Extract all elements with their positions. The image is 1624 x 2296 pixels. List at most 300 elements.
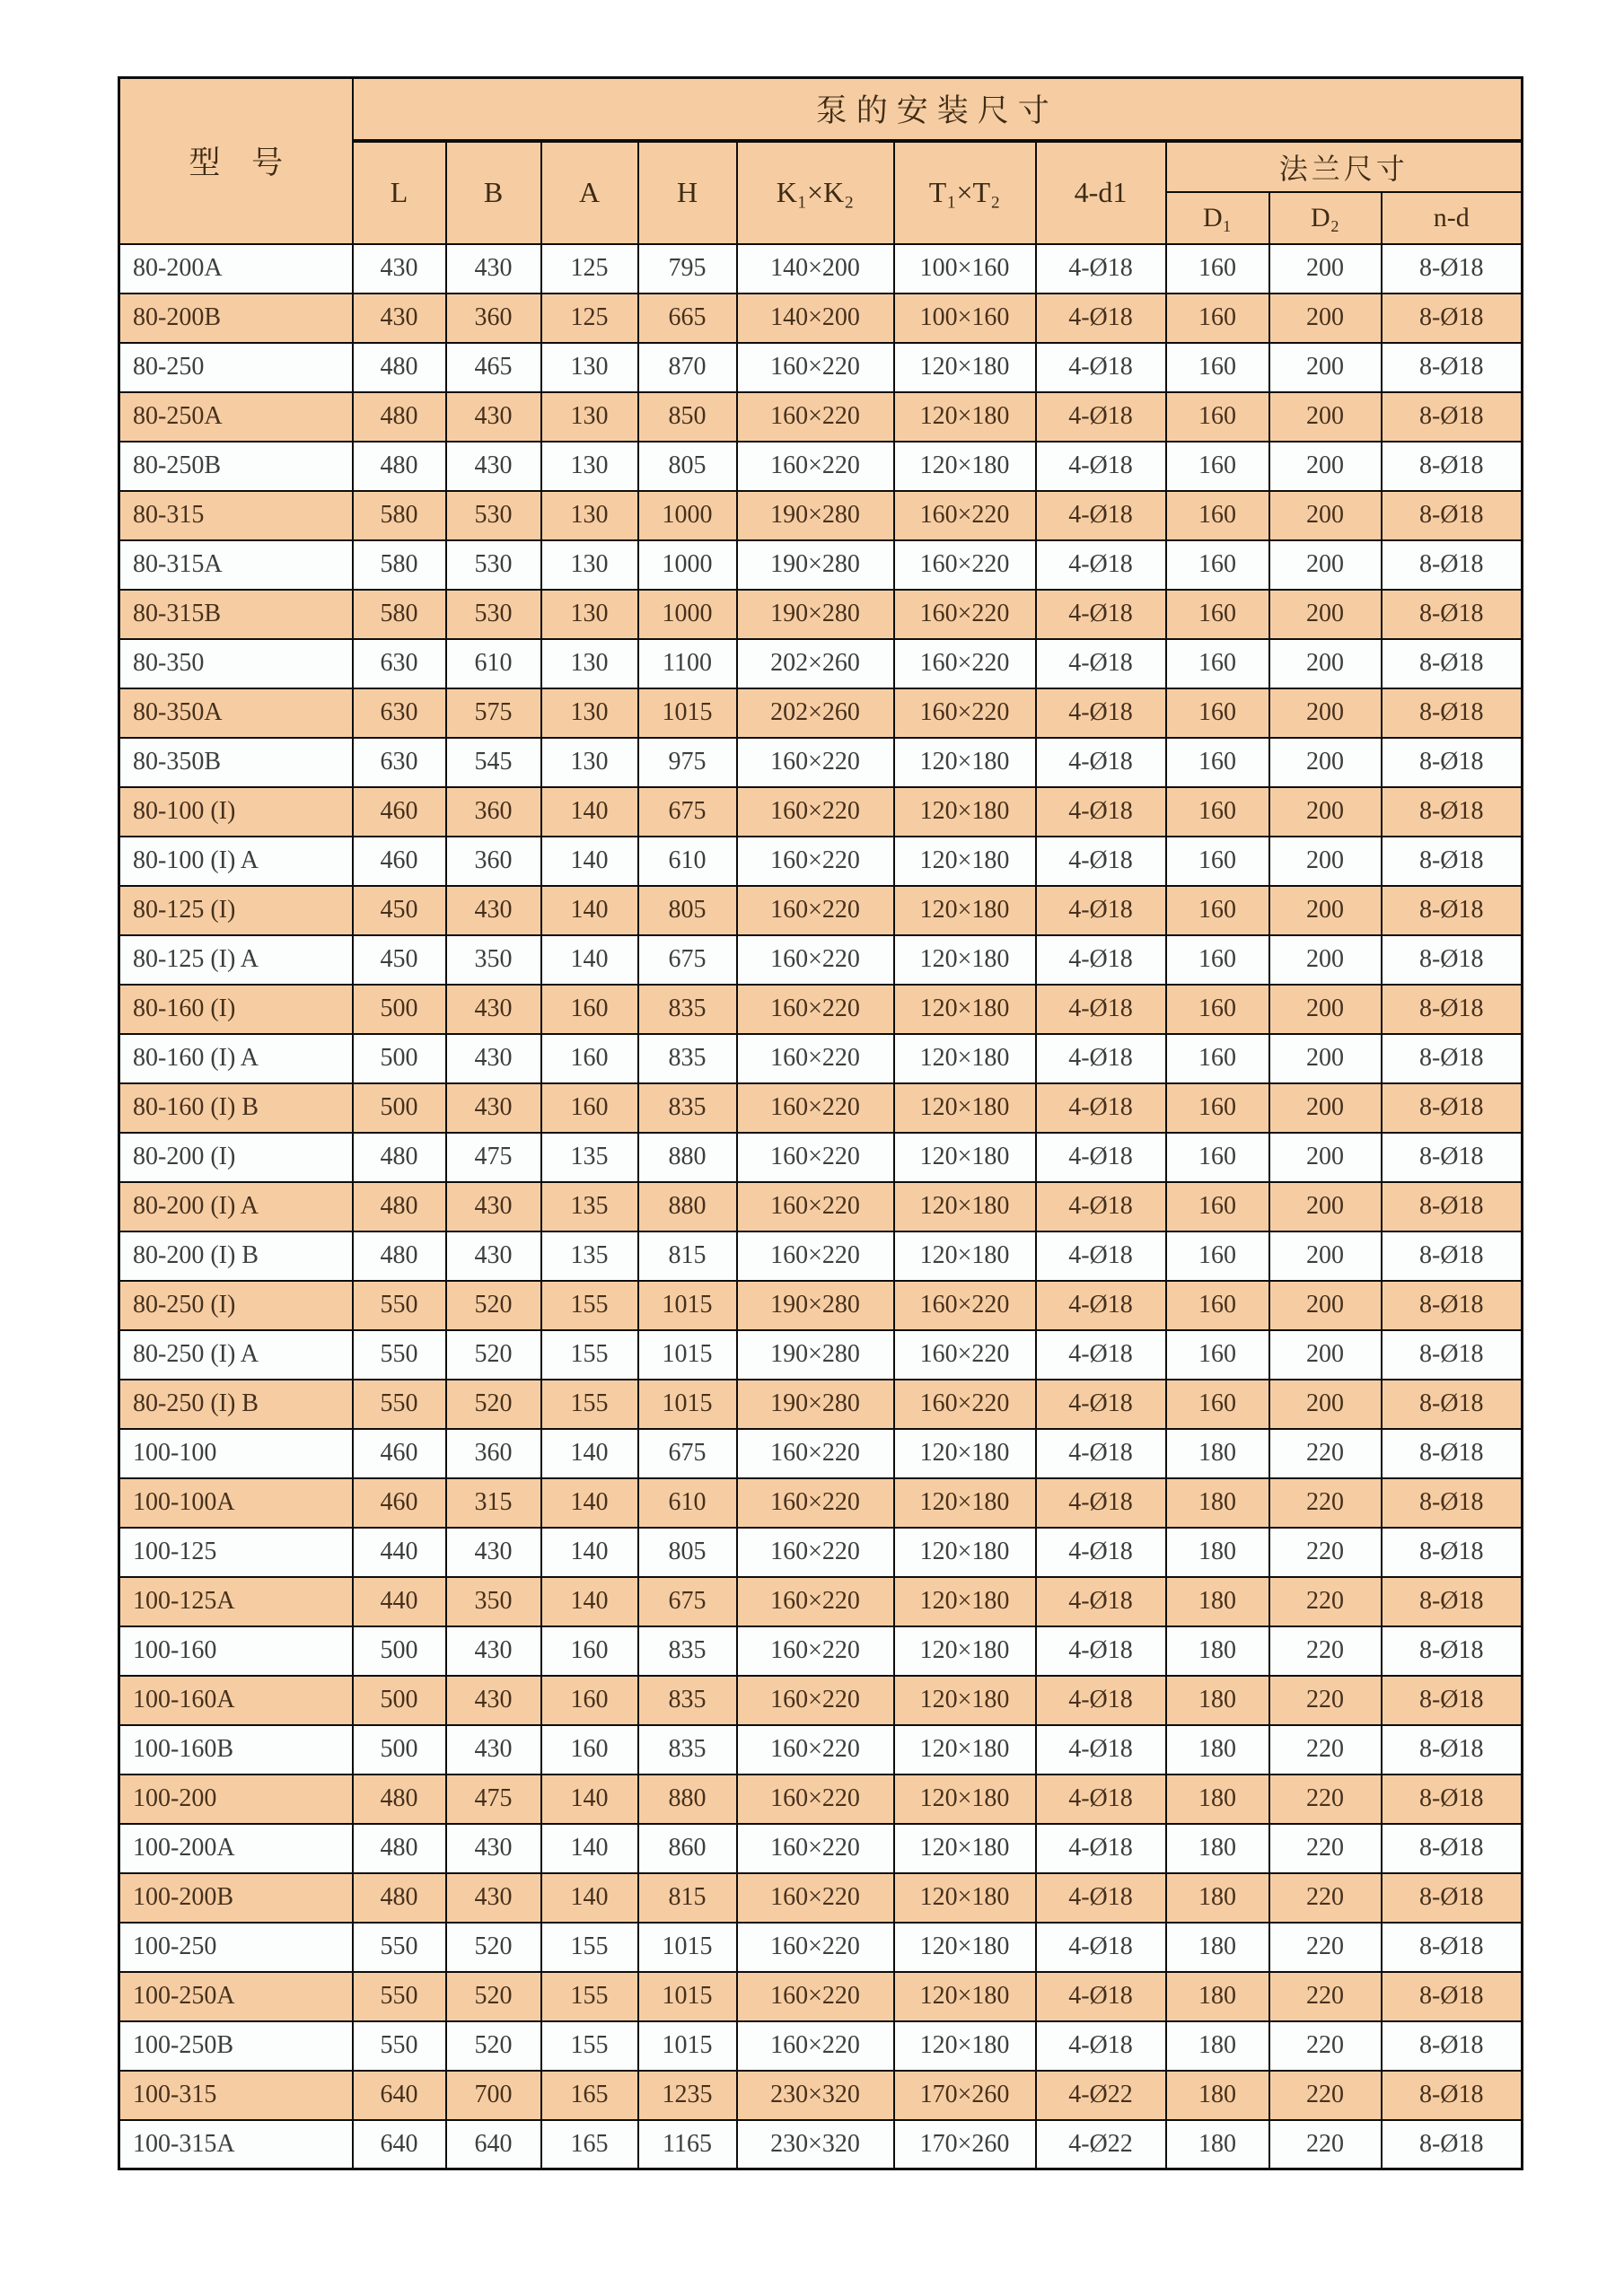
value-cell: 160 xyxy=(1166,343,1269,392)
value-cell: 130 xyxy=(541,540,638,590)
value-cell: 4-Ø18 xyxy=(1036,244,1166,294)
model-cell: 100-200 xyxy=(119,1775,353,1824)
value-cell: 140 xyxy=(541,787,638,837)
value-cell: 835 xyxy=(638,1725,737,1775)
value-cell: 230×320 xyxy=(737,2071,894,2120)
value-cell: 190×280 xyxy=(737,1281,894,1330)
value-cell: 155 xyxy=(541,1923,638,1972)
value-cell: 500 xyxy=(353,985,446,1034)
value-cell: 160 xyxy=(1166,294,1269,343)
table-row xyxy=(119,2021,1523,2071)
value-cell: 120×180 xyxy=(894,1725,1036,1775)
value-cell: 480 xyxy=(353,1182,446,1231)
value-cell: 220 xyxy=(1269,1528,1382,1577)
value-cell: 430 xyxy=(446,985,541,1034)
value-cell: 180 xyxy=(1166,1528,1269,1577)
value-cell: 520 xyxy=(446,1281,541,1330)
value-cell: 350 xyxy=(446,1577,541,1626)
value-cell: 200 xyxy=(1269,244,1382,294)
value-cell: 1015 xyxy=(638,1330,737,1380)
value-cell: 120×180 xyxy=(894,1577,1036,1626)
value-cell: 165 xyxy=(541,2071,638,2120)
value-cell: 500 xyxy=(353,1034,446,1083)
column-header-B: B xyxy=(446,141,541,244)
value-cell: 160×220 xyxy=(737,886,894,935)
value-cell: 675 xyxy=(638,1577,737,1626)
value-cell: 160×220 xyxy=(737,1231,894,1281)
model-cell: 80-100 (I) A xyxy=(119,837,353,886)
value-cell: 4-Ø22 xyxy=(1036,2120,1166,2169)
value-cell: 160 xyxy=(1166,540,1269,590)
value-cell: 160 xyxy=(1166,1083,1269,1133)
value-cell: 430 xyxy=(446,1182,541,1231)
value-cell: 120×180 xyxy=(894,1034,1036,1083)
value-cell: 200 xyxy=(1269,1231,1382,1281)
value-cell: 440 xyxy=(353,1528,446,1577)
table-row xyxy=(119,1083,1523,1133)
value-cell: 530 xyxy=(446,540,541,590)
value-cell: 665 xyxy=(638,294,737,343)
model-cell: 100-250A xyxy=(119,1972,353,2021)
value-cell: 160×220 xyxy=(737,343,894,392)
model-cell: 80-160 (I) A xyxy=(119,1034,353,1083)
value-cell: 190×280 xyxy=(737,491,894,540)
value-cell: 160×220 xyxy=(737,1182,894,1231)
value-cell: 530 xyxy=(446,590,541,639)
flange-group-header: 法兰尺寸 xyxy=(1166,141,1523,192)
value-cell: 4-Ø18 xyxy=(1036,1182,1166,1231)
value-cell: 120×180 xyxy=(894,1873,1036,1923)
value-cell: 160 xyxy=(1166,244,1269,294)
value-cell: 975 xyxy=(638,738,737,787)
model-cell: 80-315B xyxy=(119,590,353,639)
value-cell: 120×180 xyxy=(894,2021,1036,2071)
value-cell: 180 xyxy=(1166,2120,1269,2169)
value-cell: 220 xyxy=(1269,1824,1382,1873)
value-cell: 165 xyxy=(541,2120,638,2169)
value-cell: 1015 xyxy=(638,1380,737,1429)
model-cell: 80-315A xyxy=(119,540,353,590)
value-cell: 140 xyxy=(541,1478,638,1528)
value-cell: 430 xyxy=(446,1626,541,1676)
value-cell: 125 xyxy=(541,294,638,343)
value-cell: 475 xyxy=(446,1133,541,1182)
value-cell: 160×220 xyxy=(737,1775,894,1824)
value-cell: 4-Ø18 xyxy=(1036,1133,1166,1182)
value-cell: 1100 xyxy=(638,639,737,688)
table-row xyxy=(119,1824,1523,1873)
value-cell: 430 xyxy=(446,1083,541,1133)
value-cell: 180 xyxy=(1166,1775,1269,1824)
value-cell: 8-Ø18 xyxy=(1382,1478,1523,1528)
value-cell: 120×180 xyxy=(894,1478,1036,1528)
value-cell: 8-Ø18 xyxy=(1382,688,1523,738)
value-cell: 640 xyxy=(353,2120,446,2169)
value-cell: 220 xyxy=(1269,1478,1382,1528)
value-cell: 4-Ø18 xyxy=(1036,1824,1166,1873)
value-cell: 4-Ø18 xyxy=(1036,1330,1166,1380)
pump-dimensions-table-wrap xyxy=(118,76,1523,2170)
value-cell: 8-Ø18 xyxy=(1382,343,1523,392)
value-cell: 160 xyxy=(541,1725,638,1775)
value-cell: 4-Ø18 xyxy=(1036,1380,1166,1429)
value-cell: 220 xyxy=(1269,2021,1382,2071)
value-cell: 130 xyxy=(541,491,638,540)
value-cell: 4-Ø18 xyxy=(1036,1775,1166,1824)
value-cell: 200 xyxy=(1269,491,1382,540)
value-cell: 805 xyxy=(638,1528,737,1577)
table-row xyxy=(119,935,1523,985)
model-cell: 80-250 (I) A xyxy=(119,1330,353,1380)
value-cell: 480 xyxy=(353,1775,446,1824)
value-cell: 220 xyxy=(1269,1676,1382,1725)
value-cell: 160×220 xyxy=(737,935,894,985)
model-cell: 80-200 (I) B xyxy=(119,1231,353,1281)
value-cell: 450 xyxy=(353,935,446,985)
value-cell: 130 xyxy=(541,343,638,392)
value-cell: 202×260 xyxy=(737,688,894,738)
value-cell: 8-Ø18 xyxy=(1382,1380,1523,1429)
value-cell: 675 xyxy=(638,935,737,985)
model-cell: 80-200 (I) xyxy=(119,1133,353,1182)
value-cell: 4-Ø18 xyxy=(1036,2021,1166,2071)
value-cell: 8-Ø18 xyxy=(1382,738,1523,787)
model-cell: 100-200B xyxy=(119,1873,353,1923)
value-cell: 8-Ø18 xyxy=(1382,985,1523,1034)
table-body xyxy=(119,244,1523,2169)
value-cell: 135 xyxy=(541,1231,638,1281)
value-cell: 480 xyxy=(353,1133,446,1182)
value-cell: 190×280 xyxy=(737,1380,894,1429)
value-cell: 160×220 xyxy=(737,1873,894,1923)
model-cell: 80-125 (I) A xyxy=(119,935,353,985)
value-cell: 8-Ø18 xyxy=(1382,1775,1523,1824)
value-cell: 450 xyxy=(353,886,446,935)
model-cell: 80-350 xyxy=(119,639,353,688)
value-cell: 160×220 xyxy=(894,639,1036,688)
value-cell: 120×180 xyxy=(894,1676,1036,1725)
value-cell: 8-Ø18 xyxy=(1382,590,1523,639)
value-cell: 1000 xyxy=(638,540,737,590)
value-cell: 4-Ø18 xyxy=(1036,590,1166,639)
model-cell: 100-100A xyxy=(119,1478,353,1528)
model-cell: 80-315 xyxy=(119,491,353,540)
table-row xyxy=(119,985,1523,1034)
value-cell: 200 xyxy=(1269,688,1382,738)
value-cell: 815 xyxy=(638,1873,737,1923)
value-cell: 580 xyxy=(353,540,446,590)
value-cell: 200 xyxy=(1269,837,1382,886)
value-cell: 160×220 xyxy=(737,1133,894,1182)
value-cell: 160×220 xyxy=(737,1676,894,1725)
value-cell: 120×180 xyxy=(894,1528,1036,1577)
value-cell: 8-Ø18 xyxy=(1382,540,1523,590)
value-cell: 160×220 xyxy=(894,590,1036,639)
value-cell: 8-Ø18 xyxy=(1382,294,1523,343)
value-cell: 8-Ø18 xyxy=(1382,2021,1523,2071)
value-cell: 190×280 xyxy=(737,540,894,590)
value-cell: 160 xyxy=(1166,1133,1269,1182)
value-cell: 8-Ø18 xyxy=(1382,2071,1523,2120)
value-cell: 8-Ø18 xyxy=(1382,244,1523,294)
column-header-A: A xyxy=(541,141,638,244)
value-cell: 200 xyxy=(1269,1034,1382,1083)
value-cell: 580 xyxy=(353,491,446,540)
value-cell: 160×220 xyxy=(737,1824,894,1873)
value-cell: 360 xyxy=(446,837,541,886)
value-cell: 4-Ø18 xyxy=(1036,738,1166,787)
value-cell: 200 xyxy=(1269,392,1382,442)
value-cell: 180 xyxy=(1166,1429,1269,1478)
value-cell: 120×180 xyxy=(894,837,1036,886)
table-row xyxy=(119,1528,1523,1577)
value-cell: 4-Ø18 xyxy=(1036,343,1166,392)
value-cell: 520 xyxy=(446,1380,541,1429)
value-cell: 4-Ø18 xyxy=(1036,1083,1166,1133)
value-cell: 140 xyxy=(541,1528,638,1577)
value-cell: 8-Ø18 xyxy=(1382,886,1523,935)
value-cell: 4-Ø18 xyxy=(1036,1676,1166,1725)
value-cell: 4-Ø18 xyxy=(1036,985,1166,1034)
value-cell: 140 xyxy=(541,1577,638,1626)
value-cell: 8-Ø18 xyxy=(1382,787,1523,837)
value-cell: 4-Ø18 xyxy=(1036,1873,1166,1923)
value-cell: 4-Ø18 xyxy=(1036,1478,1166,1528)
table-row xyxy=(119,343,1523,392)
value-cell: 130 xyxy=(541,590,638,639)
model-cell: 100-315A xyxy=(119,2120,353,2169)
value-cell: 180 xyxy=(1166,1972,1269,2021)
model-cell: 100-125A xyxy=(119,1577,353,1626)
value-cell: 4-Ø18 xyxy=(1036,491,1166,540)
value-cell: 160 xyxy=(1166,491,1269,540)
table-row xyxy=(119,1873,1523,1923)
value-cell: 360 xyxy=(446,1429,541,1478)
value-cell: 200 xyxy=(1269,1133,1382,1182)
table-row xyxy=(119,491,1523,540)
value-cell: 480 xyxy=(353,343,446,392)
value-cell: 220 xyxy=(1269,1626,1382,1676)
value-cell: 675 xyxy=(638,1429,737,1478)
value-cell: 160 xyxy=(1166,639,1269,688)
value-cell: 200 xyxy=(1269,787,1382,837)
table-row xyxy=(119,787,1523,837)
value-cell: 190×280 xyxy=(737,1330,894,1380)
value-cell: 630 xyxy=(353,738,446,787)
value-cell: 130 xyxy=(541,392,638,442)
value-cell: 120×180 xyxy=(894,886,1036,935)
value-cell: 200 xyxy=(1269,1182,1382,1231)
value-cell: 550 xyxy=(353,1380,446,1429)
value-cell: 160 xyxy=(1166,1034,1269,1083)
value-cell: 520 xyxy=(446,1923,541,1972)
value-cell: 200 xyxy=(1269,1083,1382,1133)
value-cell: 315 xyxy=(446,1478,541,1528)
value-cell: 160 xyxy=(541,1083,638,1133)
value-cell: 500 xyxy=(353,1676,446,1725)
value-cell: 575 xyxy=(446,688,541,738)
value-cell: 1015 xyxy=(638,688,737,738)
value-cell: 120×180 xyxy=(894,1231,1036,1281)
value-cell: 120×180 xyxy=(894,392,1036,442)
table-title: 泵的安装尺寸 xyxy=(353,78,1523,141)
value-cell: 700 xyxy=(446,2071,541,2120)
value-cell: 140×200 xyxy=(737,294,894,343)
table-row xyxy=(119,590,1523,639)
value-cell: 8-Ø18 xyxy=(1382,639,1523,688)
value-cell: 220 xyxy=(1269,1775,1382,1824)
value-cell: 8-Ø18 xyxy=(1382,935,1523,985)
model-cell: 80-200B xyxy=(119,294,353,343)
value-cell: 160 xyxy=(1166,688,1269,738)
value-cell: 550 xyxy=(353,1923,446,1972)
value-cell: 350 xyxy=(446,935,541,985)
value-cell: 8-Ø18 xyxy=(1382,1923,1523,1972)
value-cell: 120×180 xyxy=(894,343,1036,392)
value-cell: 4-Ø18 xyxy=(1036,787,1166,837)
value-cell: 160 xyxy=(1166,442,1269,491)
value-cell: 160×220 xyxy=(737,738,894,787)
value-cell: 8-Ø18 xyxy=(1382,1281,1523,1330)
value-cell: 160 xyxy=(1166,1281,1269,1330)
model-cell: 100-160 xyxy=(119,1626,353,1676)
value-cell: 4-Ø18 xyxy=(1036,442,1166,491)
value-cell: 140 xyxy=(541,886,638,935)
value-cell: 675 xyxy=(638,787,737,837)
value-cell: 120×180 xyxy=(894,1824,1036,1873)
value-cell: 200 xyxy=(1269,590,1382,639)
value-cell: 640 xyxy=(353,2071,446,2120)
value-cell: 200 xyxy=(1269,294,1382,343)
value-cell: 230×320 xyxy=(737,2120,894,2169)
value-cell: 640 xyxy=(446,2120,541,2169)
value-cell: 160×220 xyxy=(737,1923,894,1972)
value-cell: 500 xyxy=(353,1725,446,1775)
pump-dimensions-table xyxy=(118,76,1523,2170)
value-cell: 8-Ø18 xyxy=(1382,1330,1523,1380)
value-cell: 520 xyxy=(446,2021,541,2071)
value-cell: 610 xyxy=(446,639,541,688)
value-cell: 220 xyxy=(1269,2071,1382,2120)
value-cell: 430 xyxy=(446,1034,541,1083)
value-cell: 545 xyxy=(446,738,541,787)
table-row xyxy=(119,244,1523,294)
column-header-L: L xyxy=(353,141,446,244)
value-cell: 1015 xyxy=(638,1281,737,1330)
value-cell: 160×220 xyxy=(737,2021,894,2071)
value-cell: 8-Ø18 xyxy=(1382,1626,1523,1676)
value-cell: 630 xyxy=(353,639,446,688)
value-cell: 430 xyxy=(446,1824,541,1873)
value-cell: 860 xyxy=(638,1824,737,1873)
value-cell: 550 xyxy=(353,1281,446,1330)
model-cell: 100-200A xyxy=(119,1824,353,1873)
value-cell: 120×180 xyxy=(894,1133,1036,1182)
value-cell: 200 xyxy=(1269,540,1382,590)
value-cell: 550 xyxy=(353,1330,446,1380)
value-cell: 4-Ø18 xyxy=(1036,294,1166,343)
value-cell: 1015 xyxy=(638,1923,737,1972)
value-cell: 160×220 xyxy=(894,1330,1036,1380)
value-cell: 835 xyxy=(638,1626,737,1676)
value-cell: 550 xyxy=(353,2021,446,2071)
value-cell: 430 xyxy=(446,1725,541,1775)
value-cell: 120×180 xyxy=(894,1182,1036,1231)
value-cell: 160 xyxy=(1166,1330,1269,1380)
value-cell: 200 xyxy=(1269,1281,1382,1330)
table-row xyxy=(119,1330,1523,1380)
value-cell: 180 xyxy=(1166,1478,1269,1528)
value-cell: 200 xyxy=(1269,935,1382,985)
value-cell: 135 xyxy=(541,1182,638,1231)
value-cell: 4-Ø18 xyxy=(1036,1528,1166,1577)
value-cell: 805 xyxy=(638,886,737,935)
value-cell: 160×220 xyxy=(894,491,1036,540)
value-cell: 202×260 xyxy=(737,639,894,688)
value-cell: 160 xyxy=(541,1034,638,1083)
value-cell: 460 xyxy=(353,837,446,886)
value-cell: 155 xyxy=(541,1330,638,1380)
value-cell: 4-Ø18 xyxy=(1036,540,1166,590)
value-cell: 8-Ø18 xyxy=(1382,1824,1523,1873)
value-cell: 120×180 xyxy=(894,1083,1036,1133)
value-cell: 220 xyxy=(1269,1429,1382,1478)
value-cell: 4-Ø18 xyxy=(1036,1626,1166,1676)
value-cell: 460 xyxy=(353,787,446,837)
value-cell: 130 xyxy=(541,442,638,491)
value-cell: 160 xyxy=(1166,886,1269,935)
column-header-4d1: 4-d1 xyxy=(1036,141,1166,244)
value-cell: 610 xyxy=(638,1478,737,1528)
value-cell: 8-Ø18 xyxy=(1382,442,1523,491)
value-cell: 1165 xyxy=(638,2120,737,2169)
table-row xyxy=(119,1923,1523,1972)
value-cell: 120×180 xyxy=(894,1626,1036,1676)
value-cell: 475 xyxy=(446,1775,541,1824)
value-cell: 170×260 xyxy=(894,2120,1036,2169)
value-cell: 140 xyxy=(541,1429,638,1478)
model-cell: 80-160 (I) xyxy=(119,985,353,1034)
value-cell: 160×220 xyxy=(737,1972,894,2021)
value-cell: 880 xyxy=(638,1133,737,1182)
value-cell: 460 xyxy=(353,1429,446,1478)
value-cell: 140 xyxy=(541,1873,638,1923)
value-cell: 430 xyxy=(446,442,541,491)
table-row xyxy=(119,1676,1523,1725)
model-cell: 100-315 xyxy=(119,2071,353,2120)
value-cell: 480 xyxy=(353,1231,446,1281)
table-row xyxy=(119,294,1523,343)
value-cell: 8-Ø18 xyxy=(1382,1873,1523,1923)
table-row xyxy=(119,688,1523,738)
table-row xyxy=(119,442,1523,491)
value-cell: 460 xyxy=(353,1478,446,1528)
value-cell: 805 xyxy=(638,442,737,491)
model-cell: 100-100 xyxy=(119,1429,353,1478)
header-row-title xyxy=(119,78,1523,141)
value-cell: 8-Ø18 xyxy=(1382,1972,1523,2021)
value-cell: 170×260 xyxy=(894,2071,1036,2120)
value-cell: 160 xyxy=(1166,1182,1269,1231)
value-cell: 120×180 xyxy=(894,1775,1036,1824)
model-cell: 100-250 xyxy=(119,1923,353,1972)
value-cell: 190×280 xyxy=(737,590,894,639)
value-cell: 220 xyxy=(1269,1725,1382,1775)
value-cell: 125 xyxy=(541,244,638,294)
value-cell: 120×180 xyxy=(894,442,1036,491)
table-row xyxy=(119,1231,1523,1281)
value-cell: 8-Ø18 xyxy=(1382,491,1523,540)
